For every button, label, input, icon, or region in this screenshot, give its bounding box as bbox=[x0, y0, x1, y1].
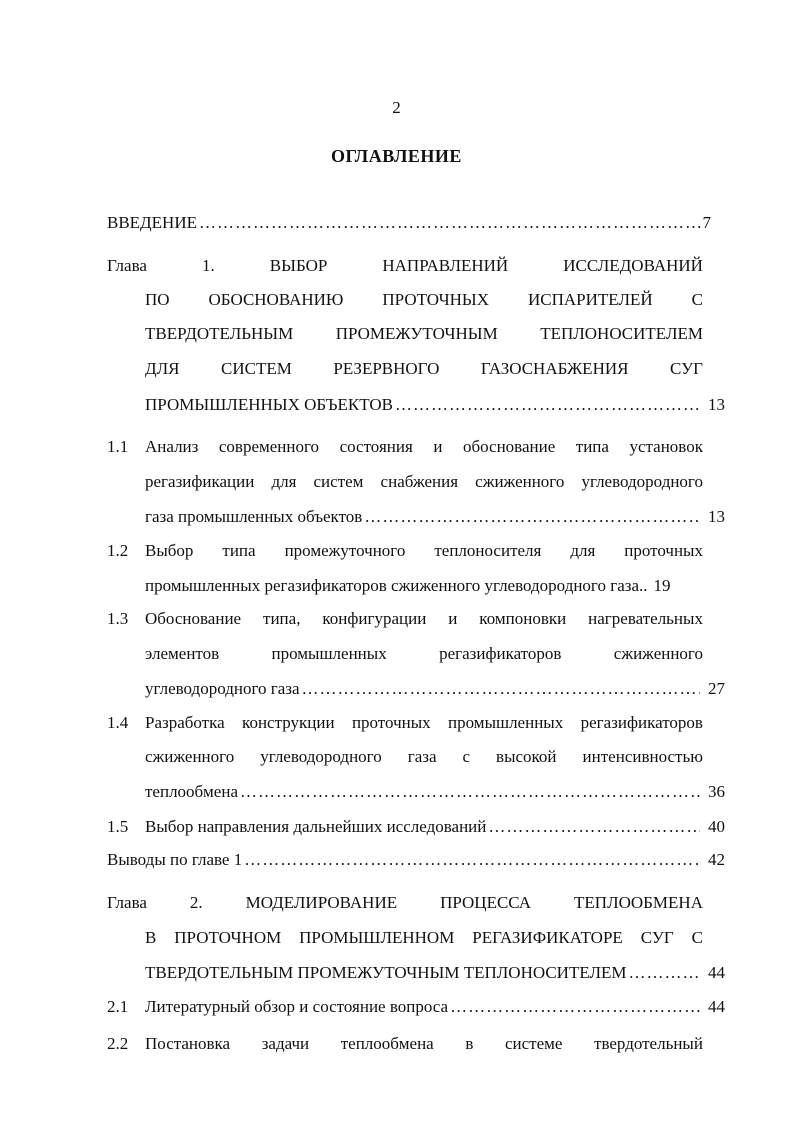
toc-word: типа bbox=[575, 437, 609, 456]
toc-chapter-1-line-2 bbox=[145, 290, 703, 310]
toc-word: компоновки bbox=[479, 609, 567, 628]
dot-leader bbox=[629, 963, 700, 983]
toc-section-1-3-line-2 bbox=[145, 644, 703, 664]
toc-word: типа bbox=[222, 541, 256, 560]
toc-chapter-1-line-4 bbox=[145, 359, 703, 379]
toc-section-1-5[interactable] bbox=[107, 817, 725, 837]
toc-word: ИССЛЕДОВАНИЙ bbox=[563, 256, 703, 275]
toc-word: ПРОТОЧНОМ bbox=[174, 928, 282, 947]
toc-page-number: 19 bbox=[653, 576, 671, 595]
toc-page-number: 44 bbox=[708, 963, 725, 982]
toc-word: Выбор bbox=[145, 541, 194, 560]
toc-chapter-2-line-2 bbox=[145, 928, 703, 948]
dot-leader bbox=[240, 782, 700, 802]
toc-section-number: 1.1 bbox=[107, 437, 129, 456]
toc-word: для bbox=[570, 541, 596, 560]
toc-word: с bbox=[462, 747, 471, 766]
toc-word: ПО bbox=[145, 290, 170, 309]
dot-leader bbox=[364, 507, 700, 527]
toc-word: обоснование bbox=[462, 437, 556, 456]
toc-word: ТЕПЛООБМЕНА bbox=[574, 893, 703, 912]
toc-word: и bbox=[433, 437, 443, 456]
toc-section-number: 2.1 bbox=[107, 997, 129, 1016]
toc-entry-text: ВВЕДЕНИЕ bbox=[107, 213, 197, 232]
toc-word: сжиженного bbox=[475, 472, 565, 491]
toc-word: теплоносителя bbox=[434, 541, 542, 560]
toc-section-1-2-line-2 bbox=[145, 576, 725, 596]
dot-leader bbox=[450, 997, 700, 1017]
toc-word: проточных bbox=[351, 713, 431, 732]
toc-section-1-4-line-3 bbox=[145, 782, 725, 802]
toc-word: 2. bbox=[189, 893, 203, 912]
toc-word: газа bbox=[407, 747, 437, 766]
toc-word: конфигурации bbox=[322, 609, 427, 628]
toc-entry-text: ТВЕРДОТЕЛЬНЫМ ПРОМЕЖУТОЧНЫМ ТЕПЛОНОСИТЕЛЕМ bbox=[145, 963, 627, 982]
toc-word: снабжения bbox=[380, 472, 459, 491]
toc-entry-text: Литературный обзор и состояние вопроса bbox=[145, 997, 449, 1016]
toc-entry-text: ПРОМЫШЛЕННЫХ ОБЪЕКТОВ bbox=[145, 395, 394, 414]
toc-page-number: 7 bbox=[702, 213, 711, 232]
toc-word: Глава bbox=[107, 256, 147, 275]
toc-entry-text: газа промышленных объектов bbox=[145, 507, 363, 526]
toc-section-1-1-line-3 bbox=[145, 507, 725, 527]
toc-entry-text: углеводородного газа bbox=[145, 679, 300, 698]
toc-chapter-2-line-3 bbox=[145, 963, 725, 983]
toc-page-number: 42 bbox=[708, 850, 725, 869]
toc-word: установок bbox=[629, 437, 703, 456]
toc-word: СУГ bbox=[670, 359, 703, 378]
toc-page-number: 36 bbox=[708, 782, 725, 801]
toc-word: промышленных bbox=[271, 644, 387, 663]
toc-word: 1. bbox=[201, 256, 215, 275]
toc-word: проточных bbox=[624, 541, 703, 560]
toc-word: элементов bbox=[145, 644, 220, 663]
toc-word: современного bbox=[218, 437, 320, 456]
toc-page-number: 40 bbox=[708, 817, 725, 836]
toc-word: регазификаторов bbox=[580, 713, 703, 732]
toc-section-number: 1.5 bbox=[107, 817, 129, 836]
dot-leader bbox=[488, 817, 700, 837]
toc-chapter-2-line-1[interactable] bbox=[107, 893, 703, 913]
toc-section-2-2-line-1[interactable] bbox=[107, 1034, 703, 1054]
toc-word: ТЕПЛОНОСИТЕЛЕМ bbox=[540, 324, 703, 343]
toc-section-1-1-line-2 bbox=[145, 472, 703, 492]
toc-word: Глава bbox=[107, 893, 147, 912]
toc-chapter-1-line-5 bbox=[145, 395, 725, 415]
toc-word: ОБОСНОВАНИЮ bbox=[208, 290, 344, 309]
dot-leader bbox=[199, 213, 701, 233]
toc-word: В bbox=[145, 928, 157, 947]
toc-section-number: 2.2 bbox=[107, 1034, 129, 1053]
toc-word: теплообмена bbox=[340, 1034, 434, 1053]
toc-word: промышленных bbox=[448, 713, 564, 732]
toc-entry-text: промышленных регазификаторов сжиженного углеводородного газа.. bbox=[145, 576, 648, 595]
toc-word: СИСТЕМ bbox=[221, 359, 292, 378]
toc-word: и bbox=[448, 609, 458, 628]
toc-word: НАПРАВЛЕНИЙ bbox=[382, 256, 509, 275]
toc-section-number: 1.4 bbox=[107, 713, 129, 732]
toc-section-1-4-line-2 bbox=[145, 747, 703, 767]
toc-word: сжиженного bbox=[613, 644, 703, 663]
toc-section-1-2-line-1[interactable] bbox=[107, 541, 703, 561]
toc-word: углеводородного bbox=[260, 747, 382, 766]
toc-word: РЕГАЗИФИКАТОРЕ bbox=[472, 928, 623, 947]
toc-word: конструкции bbox=[242, 713, 335, 732]
toc-word: в bbox=[465, 1034, 474, 1053]
page-title: ОГЛАВЛЕНИЕ bbox=[331, 146, 462, 166]
dot-leader bbox=[395, 395, 700, 415]
toc-word: ИСПАРИТЕЛЕЙ bbox=[528, 290, 653, 309]
toc-word: ПРОЦЕССА bbox=[440, 893, 532, 912]
toc-word: С bbox=[691, 290, 703, 309]
toc-page-number: 13 bbox=[708, 395, 725, 414]
toc-word: ДЛЯ bbox=[145, 359, 180, 378]
toc-word: Разработка bbox=[145, 713, 225, 732]
toc-word: углеводородного bbox=[581, 472, 703, 491]
toc-entry-text: Выводы по главе 1 bbox=[107, 850, 243, 869]
dot-leader bbox=[302, 679, 700, 699]
toc-section-1-3-line-3 bbox=[145, 679, 725, 699]
toc-word: ТВЕРДОТЕЛЬНЫМ bbox=[145, 324, 294, 343]
toc-word: ГАЗОСНАБЖЕНИЯ bbox=[480, 359, 629, 378]
toc-page-number: 27 bbox=[708, 679, 725, 698]
toc-word: для bbox=[271, 472, 297, 491]
toc-word: Анализ bbox=[145, 437, 199, 456]
toc-word: промежуточного bbox=[284, 541, 406, 560]
toc-section-1-1-line-1[interactable] bbox=[107, 437, 703, 457]
toc-word: ПРОТОЧНЫХ bbox=[382, 290, 490, 309]
toc-section-1-3-line-1[interactable] bbox=[107, 609, 703, 629]
toc-word: интенсивностью bbox=[582, 747, 703, 766]
toc-word: твердотельный bbox=[594, 1034, 703, 1053]
toc-word: РЕЗЕРВНОГО bbox=[333, 359, 440, 378]
toc-word: Постановка bbox=[145, 1034, 231, 1053]
toc-word: ВЫБОР bbox=[269, 256, 328, 275]
dot-leader bbox=[244, 850, 700, 870]
toc-entry-intro[interactable] bbox=[107, 213, 711, 233]
toc-word: сжиженного bbox=[145, 747, 235, 766]
page-number: 2 bbox=[392, 98, 401, 117]
toc-word: С bbox=[691, 928, 703, 947]
toc-entry-text: Выбор направления дальнейших исследований bbox=[145, 817, 487, 836]
toc-page-number: 13 bbox=[708, 507, 725, 526]
toc-page-number: 44 bbox=[708, 997, 725, 1016]
toc-section-2-1[interactable] bbox=[107, 997, 725, 1017]
toc-section-1-4-line-1[interactable] bbox=[107, 713, 703, 733]
toc-word: высокой bbox=[496, 747, 557, 766]
toc-conclusions-1[interactable] bbox=[107, 850, 725, 870]
toc-word: типа, bbox=[263, 609, 301, 628]
toc-word: системе bbox=[504, 1034, 563, 1053]
toc-word: задачи bbox=[261, 1034, 310, 1053]
toc-word: регазификации bbox=[145, 472, 255, 491]
toc-chapter-1-line-3 bbox=[145, 324, 703, 344]
toc-section-number: 1.3 bbox=[107, 609, 129, 628]
toc-word: СУГ bbox=[640, 928, 674, 947]
toc-entry-text: теплообмена bbox=[145, 782, 238, 801]
toc-word: регазификаторов bbox=[439, 644, 562, 663]
toc-word: Обоснование bbox=[145, 609, 242, 628]
toc-word: МОДЕЛИРОВАНИЕ bbox=[245, 893, 398, 912]
toc-word: систем bbox=[313, 472, 364, 491]
toc-section-number: 1.2 bbox=[107, 541, 129, 560]
toc-word: состояния bbox=[339, 437, 413, 456]
toc-chapter-1-line-1[interactable] bbox=[107, 256, 703, 276]
toc-word: ПРОМЕЖУТОЧНЫМ bbox=[335, 324, 498, 343]
toc-word: нагревательных bbox=[588, 609, 703, 628]
toc-word: ПРОМЫШЛЕННОМ bbox=[299, 928, 455, 947]
